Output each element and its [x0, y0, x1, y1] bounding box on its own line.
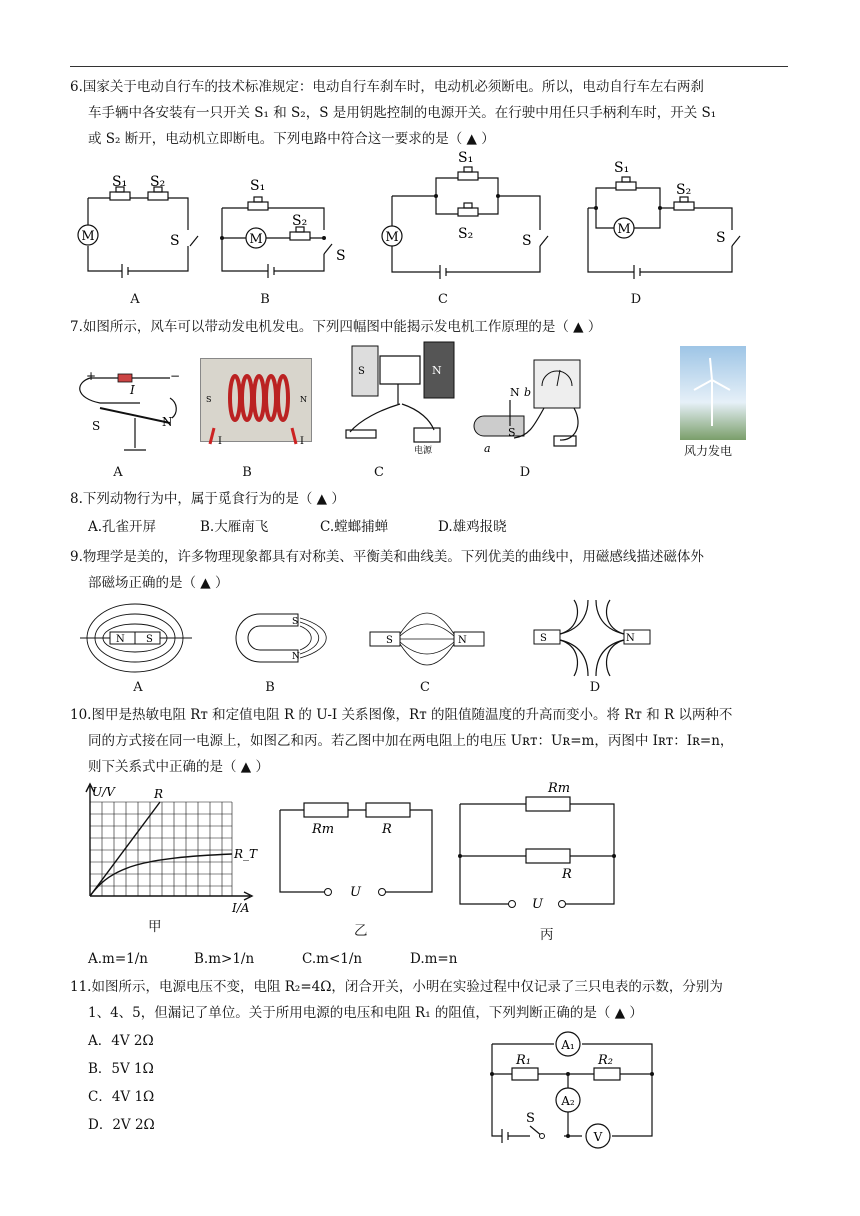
svg-text:Rт: Rт — [548, 781, 571, 796]
svg-text:a: a — [484, 442, 491, 455]
svg-text:+: + — [86, 369, 97, 383]
graph-r-label: R — [154, 787, 164, 801]
svg-text:S: S — [206, 395, 212, 404]
svg-text:S: S — [358, 366, 365, 377]
svg-text:N: N — [432, 364, 442, 377]
q11-option-c: C．4V 1Ω — [88, 1089, 155, 1105]
q10-circuit-yi — [278, 796, 438, 906]
s-label: S — [522, 233, 532, 249]
graph-xlabel: I/A — [232, 901, 250, 915]
u-label: U — [350, 885, 361, 900]
q6-option-c: C — [438, 292, 448, 307]
ammeter-a2-label: A₂ — [561, 1094, 575, 1108]
q6-circuit-c — [380, 150, 550, 285]
q6-option-d: D — [630, 292, 642, 307]
q6-circuit-a — [70, 168, 200, 283]
svg-text:S: S — [386, 635, 393, 646]
s-label: S — [336, 248, 346, 264]
q11-line-2: 1、4、5，但漏记了单位。关于所用电源的电压和电阻 R₁ 的阻值，下列判断正确的是（ ▲ ） — [88, 1005, 643, 1021]
q10-option-a: A.m=1/n — [88, 951, 148, 967]
svg-text:I: I — [300, 436, 304, 447]
svg-text:Rт: Rт — [312, 822, 335, 837]
s1-label: S₁ — [250, 178, 266, 194]
fig-bing-caption: 丙 — [540, 927, 554, 943]
q10-option-d: D.m=n — [410, 951, 458, 967]
q9-figure-d — [530, 598, 660, 678]
q7-figure-d — [474, 356, 604, 461]
q9-figure-b — [220, 598, 330, 678]
q6-circuit-b — [220, 168, 350, 283]
q6-circuit-d — [586, 160, 756, 285]
r2-label: R₂ — [598, 1053, 613, 1068]
s1-label: S₁ — [458, 150, 474, 166]
s1-label: S₁ — [112, 174, 128, 190]
q9-figure-a — [80, 598, 200, 678]
svg-text:I: I — [218, 436, 222, 447]
q8-line: 8.下列动物行为中，属于觅食行为的是（ ▲ ） — [70, 491, 345, 507]
q6-line-3: 或 S₂ 断开，电动机立即断电。下列电路中符合这一要求的是（ ▲ ） — [88, 131, 495, 147]
q9-option-c: C — [420, 680, 430, 695]
ammeter-a1-label: A₁ — [561, 1038, 575, 1052]
q9-option-b: B — [265, 680, 275, 695]
q7-line: 7.如图所示，风车可以带动发电机发电。下列四幅图中能揭示发电机工作原理的是（ ▲ ） — [70, 319, 602, 335]
q10-option-c: C.m<1/n — [302, 951, 363, 967]
svg-text:N: N — [300, 395, 307, 404]
q11-option-a: A．4V 2Ω — [88, 1033, 154, 1049]
svg-text:N: N — [292, 652, 300, 662]
s2-label: S₂ — [458, 226, 474, 242]
q9-line-2: 部磁场正确的是（ ▲ ） — [88, 575, 229, 591]
svg-text:−: − — [170, 369, 181, 383]
q10-option-b: B.m>1/n — [194, 951, 255, 967]
svg-text:R: R — [382, 822, 392, 837]
q9-option-d: D — [589, 680, 601, 695]
q9-option-a: A — [133, 680, 143, 695]
svg-text:S: S — [292, 617, 299, 627]
q7-figure-b-coil — [200, 358, 310, 448]
q11-line-1: 11.如图所示，电源电压不变，电阻 R₂=4Ω，闭合开关，小明在实验过程中仅记录了三只电表的示数，分别为 — [70, 979, 723, 995]
q7-option-c: C — [374, 465, 384, 480]
q8-option-c: C.螳螂捕蝉 — [320, 519, 389, 535]
q7-figure-a — [80, 368, 190, 458]
voltmeter-label: V — [593, 1130, 603, 1144]
q10-line-3: 则下关系式中正确的是（ ▲ ） — [88, 759, 269, 775]
q11-circuit — [486, 1030, 661, 1148]
motor-label: M — [385, 230, 399, 245]
svg-text:N: N — [116, 634, 125, 645]
wind-caption: 风力发电 — [684, 444, 733, 458]
q10-ui-graph — [82, 784, 262, 914]
q6-option-b: B — [260, 292, 270, 307]
q10-line-1: 10.图甲是热敏电阻 Rт 和定值电阻 R 的 U-I 关系图像，Rт 的阻值随温度的升高而变小。将 Rт 和 R 以两种不 — [70, 707, 733, 723]
header-rule — [70, 66, 788, 67]
wind-turbine-icon — [680, 346, 746, 440]
r1-label: R₁ — [516, 1053, 531, 1068]
svg-text:N: N — [510, 386, 520, 399]
q6-line-2: 车手辆中各安装有一只开关 S₁ 和 S₂，S 是用钥匙控制的电源开关。在行驶中用任只手柄利车时，开关 S₁ — [88, 105, 717, 121]
switch-label: S — [526, 1111, 535, 1126]
motor-label: M — [617, 222, 631, 237]
q11-option-d: D．2V 2Ω — [88, 1117, 155, 1133]
graph-ylabel: U/V — [92, 785, 115, 799]
s-label: S — [170, 233, 180, 249]
svg-text:b: b — [524, 386, 532, 399]
svg-text:N: N — [626, 633, 635, 644]
svg-text:I: I — [130, 383, 135, 397]
svg-text:S: S — [508, 426, 516, 439]
svg-text:S: S — [92, 419, 101, 433]
q10-line-2: 同的方式接在同一电源上，如图乙和丙。若乙图中加在两电阻上的电压 Uʀт：Uʀ=m，丙图中 Iʀт：Iʀ=n， — [88, 733, 734, 749]
svg-text:S: S — [146, 634, 153, 645]
graph-caption: 甲 — [148, 919, 162, 935]
q8-option-b: B.大雁南飞 — [200, 519, 269, 535]
q9-line-1: 9.物理学是美的，许多物理现象都具有对称美、平衡美和曲线美。下列优美的曲线中，用磁感线描述磁体外 — [70, 549, 704, 565]
u-label: U — [532, 897, 543, 912]
s2-label: S₂ — [676, 182, 692, 198]
motor-label: M — [249, 232, 263, 247]
s1-label: S₁ — [614, 160, 630, 176]
q8-option-a: A.孔雀开屏 — [88, 519, 157, 535]
power-label: 电源 — [414, 446, 433, 456]
fig-yi-caption: 乙 — [354, 923, 368, 939]
q6-option-a: A — [130, 292, 140, 307]
q7-option-d: D — [519, 465, 531, 480]
q10-circuit-bing — [456, 774, 626, 914]
q9-figure-c — [368, 600, 488, 676]
s2-label: S₂ — [150, 174, 166, 190]
svg-text:N: N — [458, 635, 467, 646]
q7-figure-c — [340, 340, 470, 455]
svg-text:N: N — [162, 415, 173, 429]
motor-label: M — [81, 229, 95, 244]
s-label: S — [716, 230, 726, 246]
q7-option-b: B — [242, 465, 252, 480]
q6-line-1: 6.国家关于电动自行车的技术标准规定：电动自行车刹车时，电动机必须断电。所以，电动自行车左右两刹 — [70, 79, 704, 95]
s2-label: S₂ — [292, 213, 308, 229]
q11-option-b: B．5V 1Ω — [88, 1061, 154, 1077]
q8-option-d: D.雄鸡报晓 — [438, 519, 507, 535]
svg-text:S: S — [540, 633, 547, 644]
svg-text:R: R — [562, 867, 572, 882]
q7-option-a: A — [113, 465, 123, 480]
graph-rt-label: R_T — [234, 847, 258, 861]
